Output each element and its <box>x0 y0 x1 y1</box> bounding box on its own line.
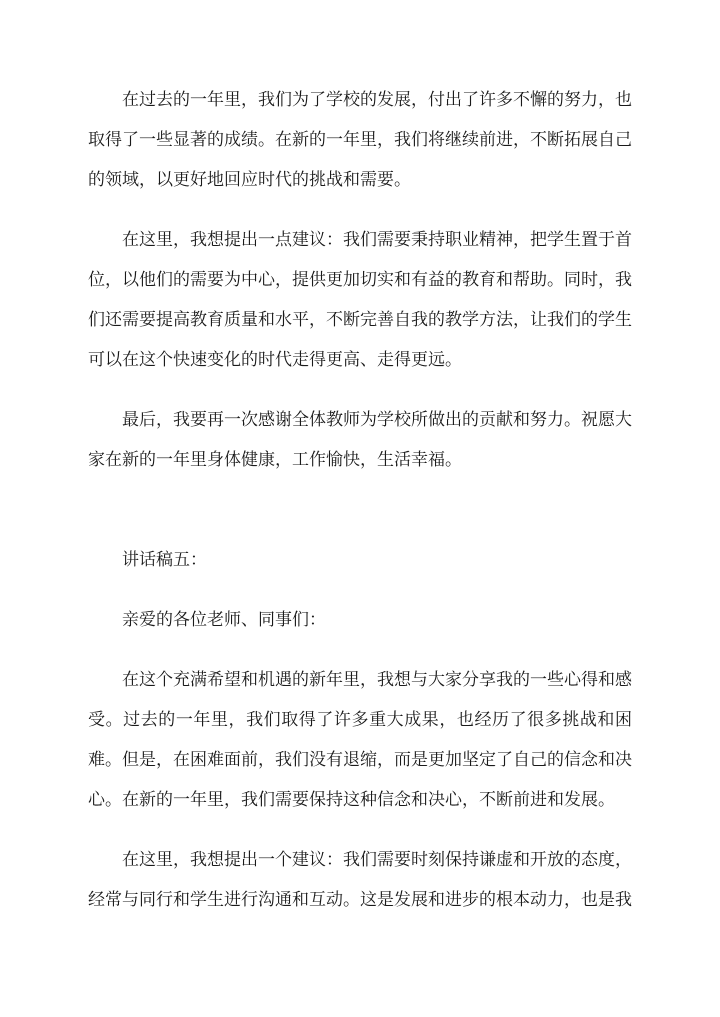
paragraph-review: 在过去的一年里，我们为了学校的发展，付出了许多不懈的努力，也取得了一些显著的成绩。在新的一年里，我们将继续前进，不断拓展自己的领域，以更好地回应时代的挑战和需要。 <box>88 90 632 190</box>
section-heading: 讲话稿五： <box>122 550 207 570</box>
salutation: 亲爱的各位老师、同事们： <box>122 610 326 630</box>
paragraph-reflection: 在这个充满希望和机遇的新年里，我想与大家分享我的一些心得和感受。过去的一年里，我们取得了许多重大成果，也经历了很多挑战和困难。但是，在困难面前，我们没有退缩，而是更加坚定了自己的信念和决心。在新的一年里，我们需要保持这种信念和决心，不断前进和发展。 <box>88 670 632 810</box>
paragraph-proposal: 在这里，我想提出一个建议：我们需要时刻保持谦虚和开放的态度，经常与同行和学生进行沟通和互动。这是发展和进步的根本动力，也是我 <box>88 850 632 910</box>
paragraph-suggestion: 在这里，我想提出一点建议：我们需要秉持职业精神，把学生置于首位，以他们的需要为中心，提供更加切实和有益的教育和帮助。同时，我们还需要提高教育质量和水平，不断完善自我的教学方法，让我们的学生可以在这个快速变化的时代走得更高、走得更远。 <box>88 230 632 370</box>
paragraph-closing: 最后，我要再一次感谢全体教师为学校所做出的贡献和努力。祝愿大家在新的一年里身体健康，工作愉快，生活幸福。 <box>88 410 632 470</box>
